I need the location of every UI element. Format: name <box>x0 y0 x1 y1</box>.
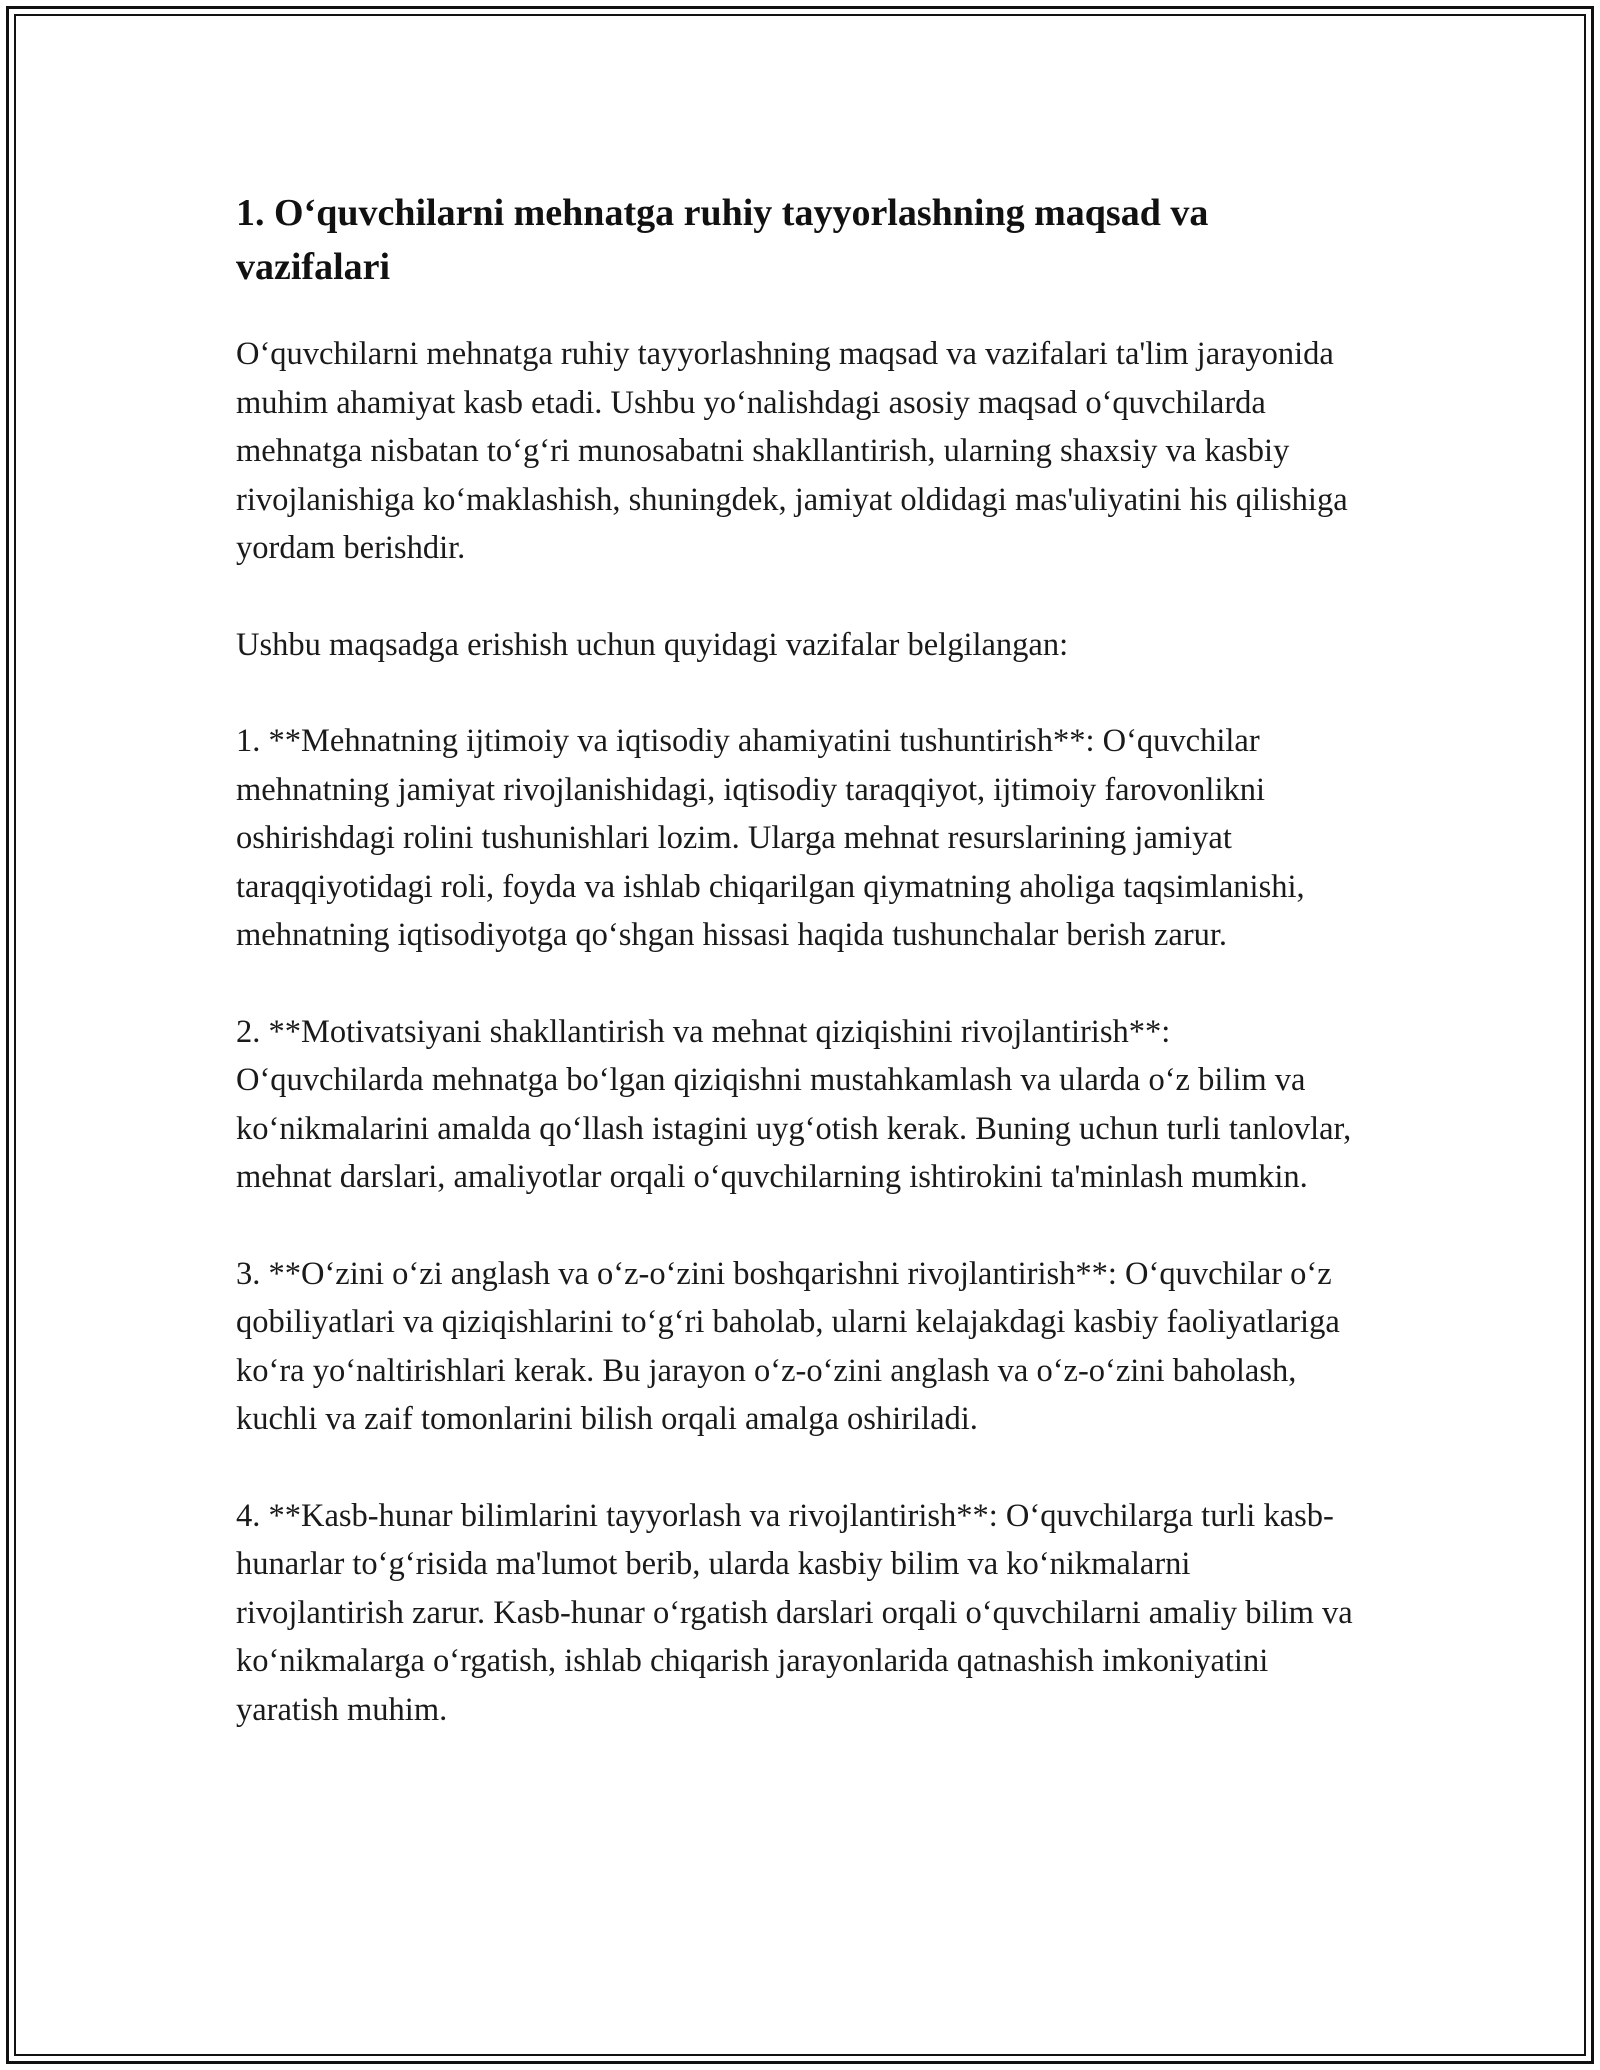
task-item-3: 3. **O‘zini o‘zi anglash va o‘z-o‘zini boshqarishni rivojlantirish**: O‘quvchilar o‘z qobiliyatlari va qiziqishlarini to‘g‘ri baholab, ularni kelajakdagi kasbiy faoliyatlariga ko‘ra yo‘naltirishlari kerak. Bu jarayon o‘z-o‘zini anglash va o‘z-o‘zini baholash, kuchli va zaif tomonlarini bilish orqali amalga oshiriladi. <box>236 1255 1340 1437</box>
intro-paragraph: O‘quvchilarni mehnatga ruhiy tayyorlashning maqsad va vazifalari ta'lim jarayonida muhim ahamiyat kasb etadi. Ushbu yo‘nalishdagi asosiy maqsad o‘quvchilarda mehnatga nisbatan to‘g‘ri munosabatni shakllantirish, ularning shaxsiy va kasbiy rivojlanishiga ko‘maklashish, shuningdek, jamiyat oldidagi mas'uliyatini his qilishiga yordam berishdir. <box>236 336 1348 566</box>
task-item-2: 2. **Motivatsiyani shakllantirish va mehnat qiziqishini rivojlantirish**: O‘quvchilarda mehnatga bo‘lgan qiziqishni mustahkamlash va ularda o‘z bilim va ko‘nikmalarini amalda qo‘llash istagini uyg‘otish kerak. Buning uchun turli tanlovlar, mehnat darslari, amaliyotlar orqali o‘quvchilarning ishtirokini ta'minlash mumkin. <box>236 1013 1352 1195</box>
task-item-4: 4. **Kasb-hunar bilimlarini tayyorlash va rivojlantirish**: O‘quvchilarga turli kasb-hunarlar to‘g‘risida ma'lumot berib, ularda kasbiy bilim va ko‘nikmalarni rivojlantirish zarur. Kasb-hunar o‘rgatish darslari orqali o‘quvchilarni amaliy bilim va ko‘nikmalarga o‘rgatish, ishlab chiqarish jarayonlarida qatnashish imkoniyatini yaratish muhim. <box>236 1497 1353 1728</box>
tasks-intro-paragraph: Ushbu maqsadga erishish uchun quyidagi vazifalar belgilangan: <box>236 626 1069 663</box>
document-title: 1. O‘quvchilarni mehnatga ruhiy tayyorlashning maqsad va vazifalari <box>236 192 1209 288</box>
document-body <box>236 186 1366 1782</box>
task-item-1: 1. **Mehnatning ijtimoiy va iqtisodiy ahamiyatini tushuntirish**: O‘quvchilar mehnatning jamiyat rivojlanishidagi, iqtisodiy taraqqiyot, ijtimoiy farovonlikni oshirishdagi rolini tushunishlari lozim. Ularga mehnat resurslarining jamiyat taraqqiyotidagi roli, foyda va ishlab chiqarilgan qiymatning aholiga taqsimlanishi, mehnatning iqtisodiyotga qo‘shgan hissasi haqida tushunchalar berish zarur. <box>236 723 1305 953</box>
